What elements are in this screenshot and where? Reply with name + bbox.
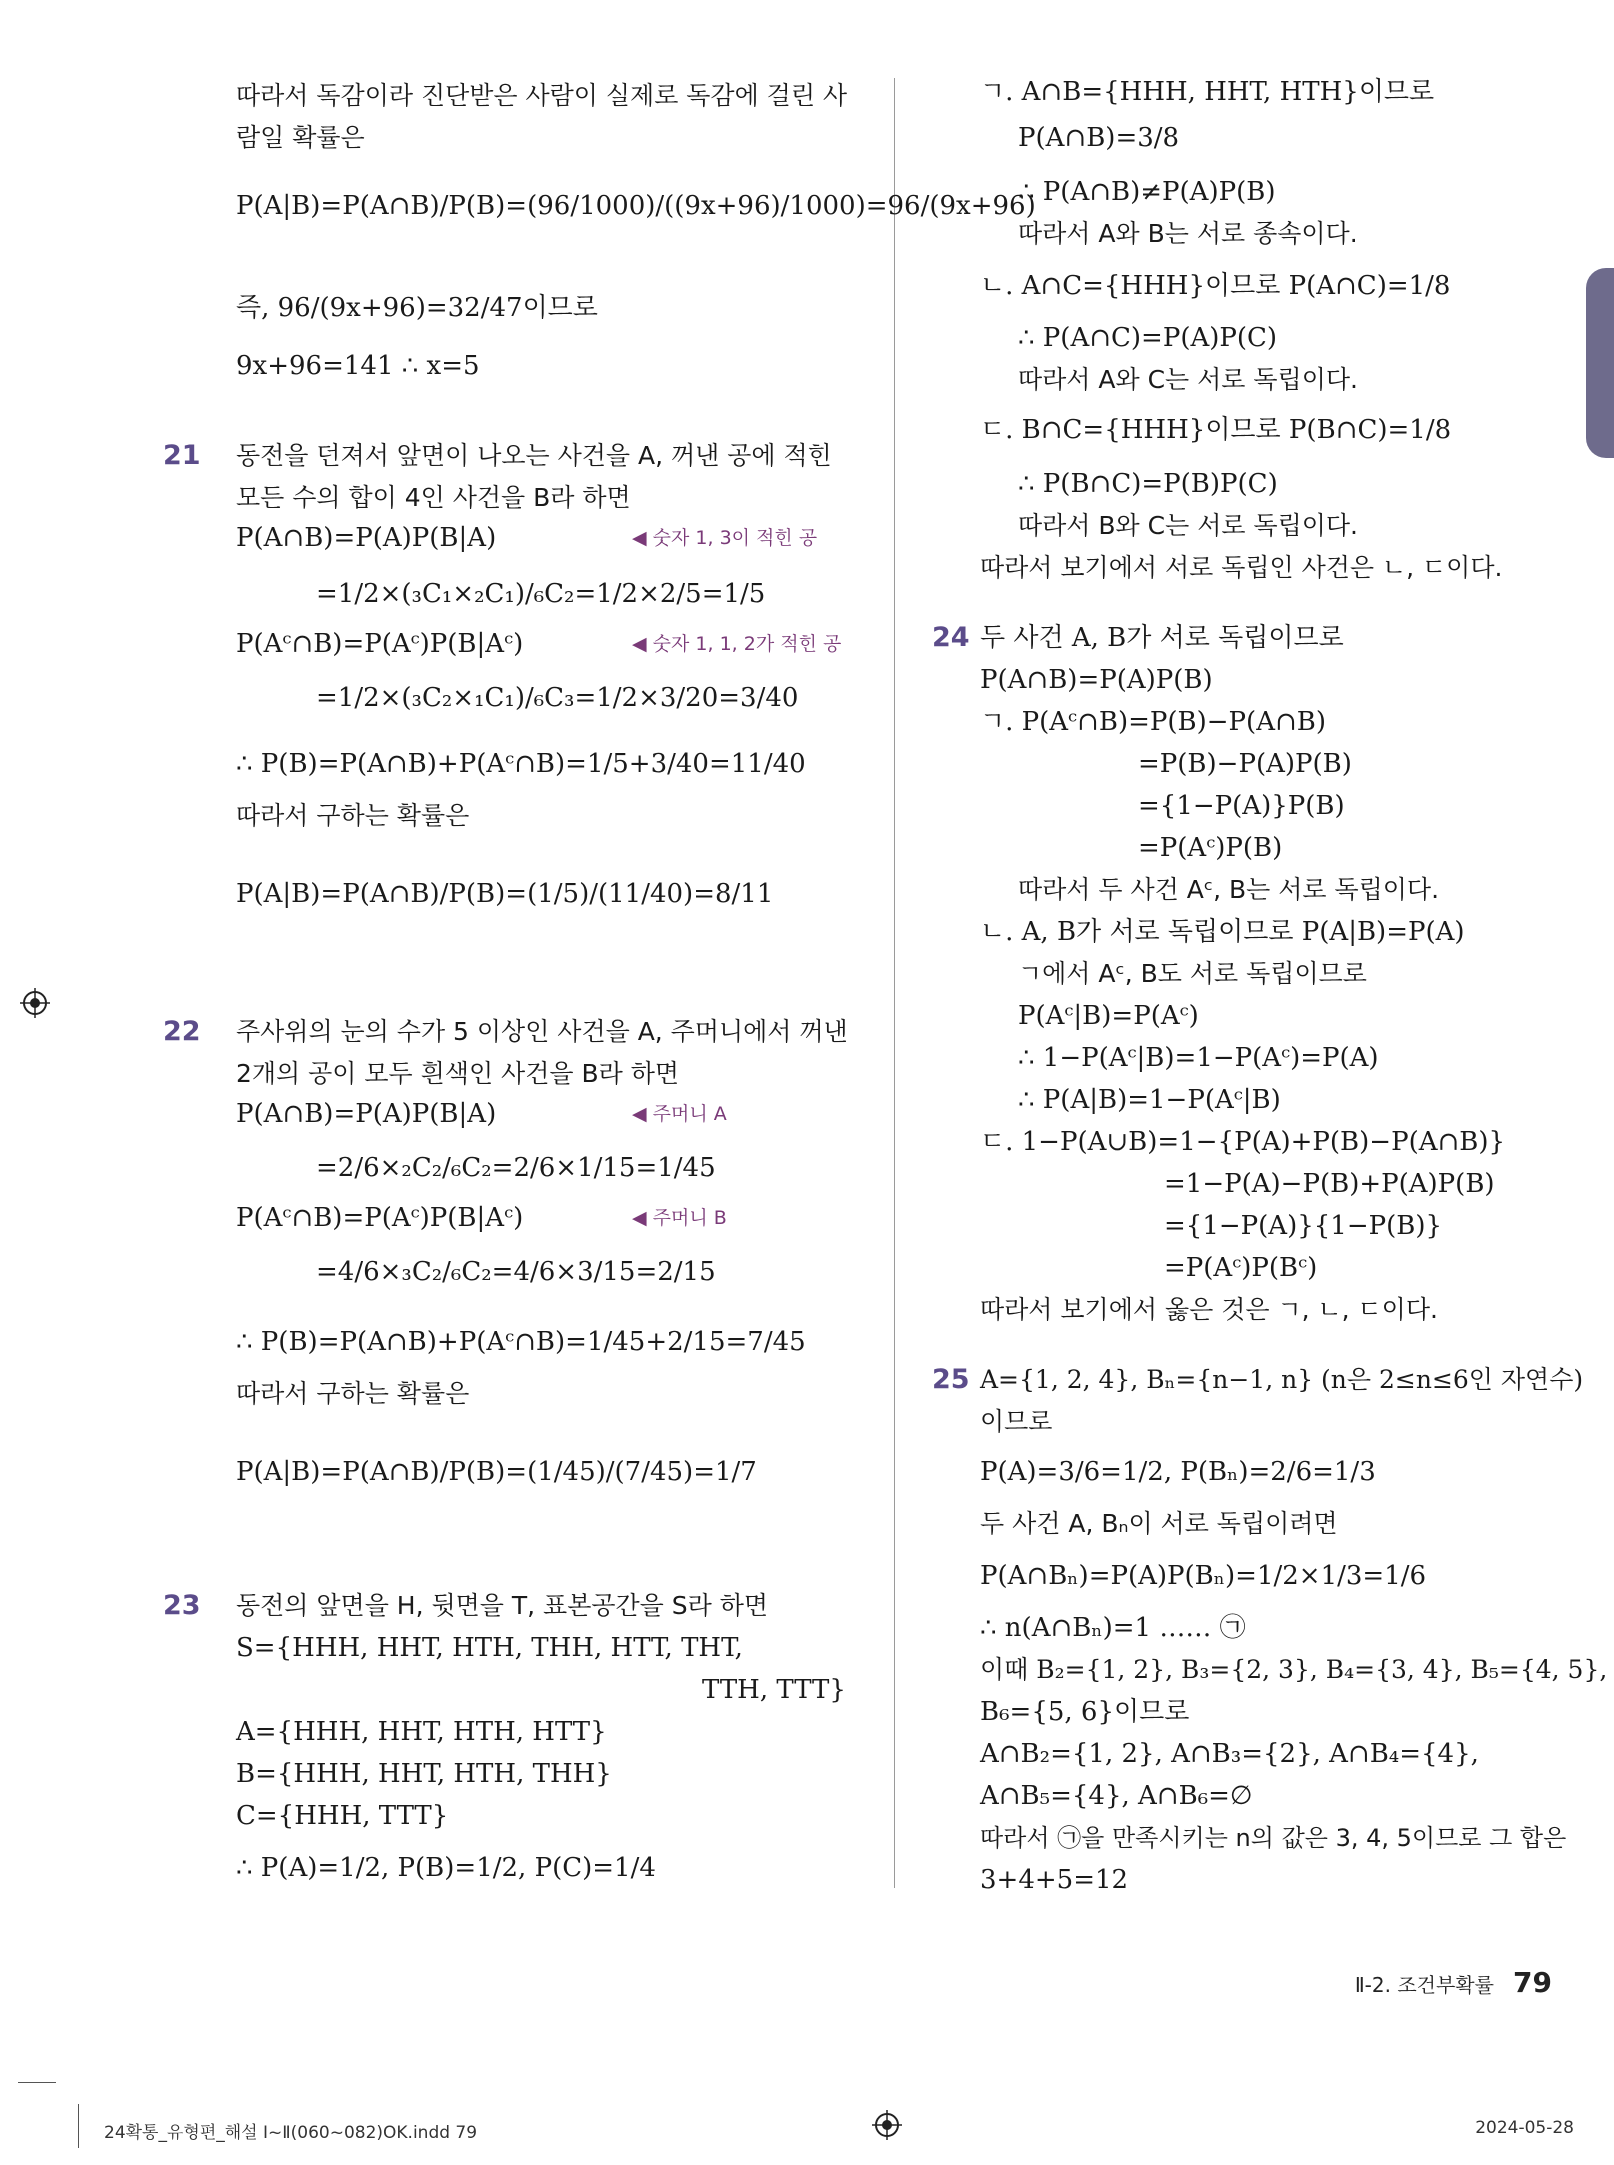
equation-line: 즉, 96/(9x+96)=32/47이므로 xyxy=(236,293,598,323)
registration-mark-icon xyxy=(20,988,50,1018)
text-line: 따라서 B와 C는 서로 독립이다. xyxy=(1018,511,1358,540)
equation-line: ∴ P(B)=P(A∩B)+P(Aᶜ∩B)=1/45+2/15=7/45 xyxy=(236,1327,806,1357)
crop-mark xyxy=(18,2082,56,2083)
equation-line: ∴ P(A)=1/2, P(B)=1/2, P(C)=1/4 xyxy=(236,1853,656,1883)
problem-number: 23 xyxy=(163,1590,201,1621)
equation-line: 두 사건 A, B가 서로 독립이므로 xyxy=(980,623,1344,653)
registration-mark-icon xyxy=(872,2110,902,2140)
equation-line: =P(Aᶜ)P(B) xyxy=(1138,833,1283,863)
equation-line: ∴ P(B∩C)=P(B)P(C) xyxy=(1018,469,1278,499)
text-line: 따라서 구하는 확률은 xyxy=(236,1379,470,1408)
equation-line: P(A∩Bₙ)=P(A)P(Bₙ)=1/2×1/3=1/6 xyxy=(980,1561,1427,1591)
equation-line: P(A∩B)=P(A)P(B|A) xyxy=(236,1099,497,1129)
equation-line: ∴ P(A∩C)=P(A)P(C) xyxy=(1018,323,1278,353)
text-line: 따라서 A와 C는 서로 독립이다. xyxy=(1018,365,1358,394)
margin-note: ◀ 주머니 B xyxy=(632,1207,727,1229)
equation-line: ㄴ. A, B가 서로 독립이므로 P(A|B)=P(A) xyxy=(980,917,1465,947)
equation-line: P(A|B)=P(A∩B)/P(B)=(96/1000)/((9x+96)/1000)=96/(9x+96) xyxy=(236,191,1036,221)
equation-line: P(A)=3/6=1/2, P(Bₙ)=2/6=1/3 xyxy=(980,1457,1376,1487)
equation-line: B₆={5, 6}이므로 xyxy=(980,1697,1190,1727)
equation-line: TTH, TTT} xyxy=(702,1675,846,1705)
text-line: 따라서 두 사건 Aᶜ, B는 서로 독립이다. xyxy=(1018,875,1440,904)
text-line: 주사위의 눈의 수가 5 이상인 사건을 A, 주머니에서 꺼낸 xyxy=(236,1017,848,1046)
page-footer xyxy=(1355,1966,1552,1999)
text-line: 이므로 xyxy=(980,1407,1053,1436)
text-line: 2개의 공이 모두 흰색인 사건을 B라 하면 xyxy=(236,1059,679,1088)
equation-line: P(Aᶜ∩B)=P(Aᶜ)P(B|Aᶜ) xyxy=(236,1203,524,1233)
equation-line: P(A∩B)=P(A)P(B|A) xyxy=(236,523,497,553)
equation-line: P(A|B)=P(A∩B)/P(B)=(1/5)/(11/40)=8/11 xyxy=(236,879,774,909)
equation-line: 이때 B₂={1, 2}, B₃={2, 3}, B₄={3, 4}, B₅={4, 5}, xyxy=(980,1655,1608,1684)
margin-note: ◀ 숫자 1, 1, 2가 적힌 공 xyxy=(632,633,842,655)
equation-line: =P(Aᶜ)P(Bᶜ) xyxy=(1164,1253,1318,1283)
equation-line: ㄱ. P(Aᶜ∩B)=P(B)−P(A∩B) xyxy=(980,707,1327,737)
equation-line: =4/6×₃C₂/₆C₂=4/6×3/15=2/15 xyxy=(316,1257,716,1287)
print-slug-date: 2024-05-28 xyxy=(1475,2118,1574,2138)
equation-line: =1−P(A)−P(B)+P(A)P(B) xyxy=(1164,1169,1495,1199)
page-number: 79 xyxy=(1513,1966,1552,1999)
equation-line: ㄷ. 1−P(A∪B)=1−{P(A)+P(B)−P(A∩B)} xyxy=(980,1127,1506,1157)
equation-line: S={HHH, HHT, HTH, THH, HTT, THT, xyxy=(236,1633,743,1663)
equation-line: =P(B)−P(A)P(B) xyxy=(1138,749,1352,779)
problem-number: 25 xyxy=(932,1364,970,1395)
equation-line: ㄴ. A∩C={HHH}이므로 P(A∩C)=1/8 xyxy=(980,271,1451,301)
equation-line: A={HHH, HHT, HTH, HTT} xyxy=(236,1717,607,1747)
equation-line: =2/6×₂C₂/₆C₂=2/6×1/15=1/45 xyxy=(316,1153,716,1183)
equation-line: ∴ P(B)=P(A∩B)+P(Aᶜ∩B)=1/5+3/40=11/40 xyxy=(236,749,806,779)
margin-note: ◀ 숫자 1, 3이 적힌 공 xyxy=(632,527,818,549)
print-slug-file: 24확통_유형편_해설 Ⅰ~Ⅱ(060~082)OK.indd 79 xyxy=(104,2123,478,2143)
text-line: 동전의 앞면을 H, 뒷면을 T, 표본공간을 S라 하면 xyxy=(236,1591,769,1620)
problem-number: 22 xyxy=(163,1016,201,1047)
column-divider xyxy=(894,78,895,1888)
equation-line: 9x+96=141 ∴ x=5 xyxy=(236,351,480,381)
text-line: 두 사건 A, Bₙ이 서로 독립이려면 xyxy=(980,1509,1338,1538)
equation-line: C={HHH, TTT} xyxy=(236,1801,449,1831)
equation-line: P(A∩B)=3/8 xyxy=(1018,123,1180,153)
text-line: 모든 수의 합이 4인 사건을 B라 하면 xyxy=(236,483,631,512)
equation-line: P(Aᶜ|B)=P(Aᶜ) xyxy=(1018,1001,1199,1031)
text-line: 따라서 독감이라 진단받은 사람이 실제로 독감에 걸린 사 xyxy=(236,81,848,110)
equation-line: ={1−P(A)}{1−P(B)} xyxy=(1164,1211,1443,1241)
chapter-label: Ⅱ-2. 조건부확률 xyxy=(1354,1973,1494,1997)
text-line: 따라서 ㉠을 만족시키는 n의 값은 3, 4, 5이므로 그 합은 xyxy=(980,1824,1567,1852)
chapter-side-tab xyxy=(1586,268,1614,458)
text-line: 람일 확률은 xyxy=(236,123,365,152)
text-line: 따라서 보기에서 서로 독립인 사건은 ㄴ, ㄷ이다. xyxy=(980,553,1503,582)
text-line: 따라서 A와 B는 서로 종속이다. xyxy=(1018,219,1358,248)
equation-line: A∩B₂={1, 2}, A∩B₃={2}, A∩B₄={4}, xyxy=(980,1739,1479,1769)
equation-line: ∴ 1−P(Aᶜ|B)=1−P(Aᶜ)=P(A) xyxy=(1018,1043,1379,1073)
equation-line: ={1−P(A)}P(B) xyxy=(1138,791,1345,821)
margin-note: ◀ 주머니 A xyxy=(632,1103,727,1125)
equation-line: =1/2×(₃C₁×₂C₁)/₆C₂=1/2×2/5=1/5 xyxy=(316,579,766,609)
equation-line: A={1, 2, 4}, Bₙ={n−1, n} (n은 2≤n≤6인 자연수) xyxy=(980,1365,1584,1394)
text-line: ㄱ에서 Aᶜ, B도 서로 독립이므로 xyxy=(1018,959,1367,988)
equation-line: 3+4+5=12 xyxy=(980,1865,1129,1895)
equation-line: P(A|B)=P(A∩B)/P(B)=(1/45)/(7/45)=1/7 xyxy=(236,1457,757,1487)
problem-number: 21 xyxy=(163,440,201,471)
text-line: 따라서 보기에서 옳은 것은 ㄱ, ㄴ, ㄷ이다. xyxy=(980,1295,1438,1324)
equation-line: ∴ P(A∩B)≠P(A)P(B) xyxy=(1018,177,1276,207)
equation-line: ㄷ. B∩C={HHH}이므로 P(B∩C)=1/8 xyxy=(980,415,1452,445)
equation-line: P(A∩B)=P(A)P(B) xyxy=(980,665,1213,695)
text-line: 따라서 구하는 확률은 xyxy=(236,801,470,830)
equation-line: ∴ n(A∩Bₙ)=1 …… ㉠ xyxy=(980,1613,1246,1643)
equation-line: =1/2×(₃C₂×₁C₁)/₆C₃=1/2×3/20=3/40 xyxy=(316,683,799,713)
equation-line: ㄱ. A∩B={HHH, HHT, HTH}이므로 xyxy=(980,77,1435,107)
equation-line: ∴ P(A|B)=1−P(Aᶜ|B) xyxy=(1018,1085,1281,1115)
equation-line: A∩B₅={4}, A∩B₆=∅ xyxy=(980,1781,1253,1811)
crop-mark xyxy=(78,2104,79,2148)
equation-line: P(Aᶜ∩B)=P(Aᶜ)P(B|Aᶜ) xyxy=(236,629,524,659)
text-line: 동전을 던져서 앞면이 나오는 사건을 A, 꺼낸 공에 적힌 xyxy=(236,441,832,470)
equation-line: B={HHH, HHT, HTH, THH} xyxy=(236,1759,612,1789)
problem-number: 24 xyxy=(932,622,970,653)
